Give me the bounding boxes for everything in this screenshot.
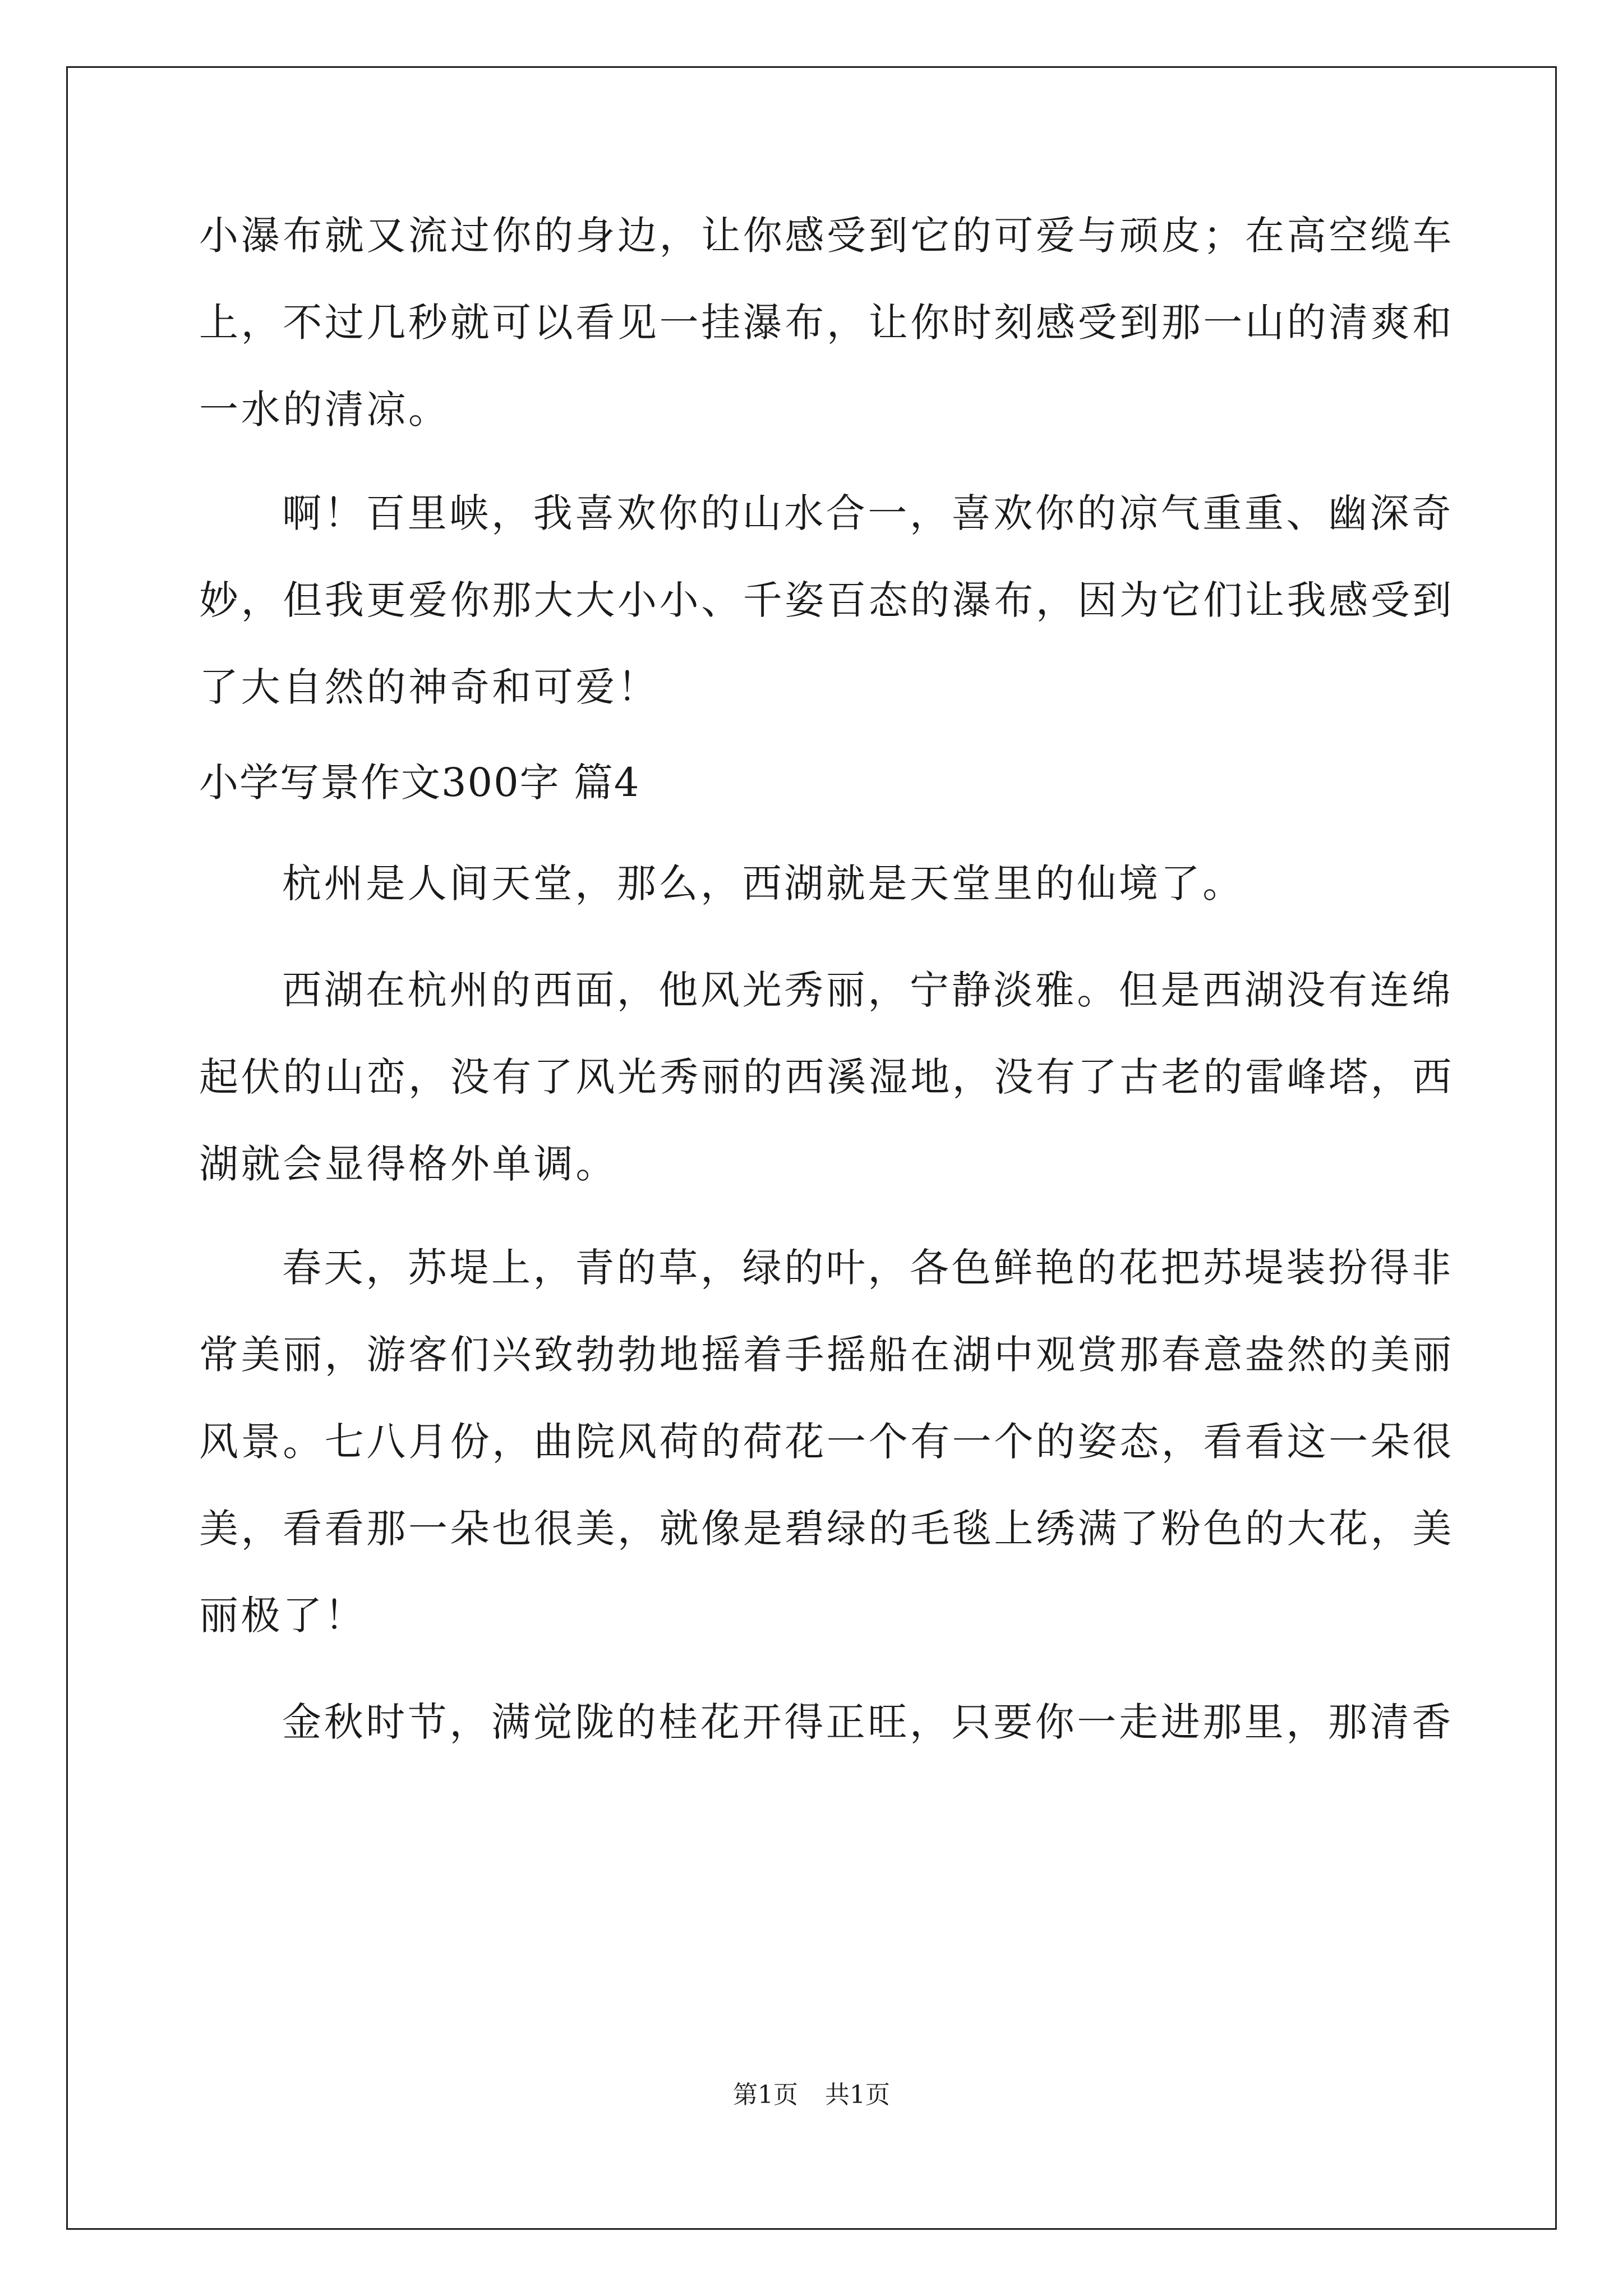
text-line: 杭州是人间天堂，那么，西湖就是天堂里的仙境了。 [282, 861, 1244, 907]
page-total: 共1页 [825, 2081, 890, 2109]
section-heading: 小学写景作文300字 篇4 [199, 760, 640, 806]
text-line: 丽极了！ [199, 1593, 367, 1639]
text-line: 上，不过几秒就可以看见一挂瀑布，让你时刻感受到那一山的清爽和 [199, 300, 1454, 346]
text-line: 小瀑布就又流过你的身边，让你感受到它的可爱与顽皮；在高空缆车 [199, 213, 1454, 259]
text-line: 啊！百里峡，我喜欢你的山水合一，喜欢你的凉气重重、幽深奇 [282, 490, 1454, 536]
text-line: 湖就会显得格外单调。 [199, 1141, 617, 1187]
text-line: 妙，但我更爱你那大大小小、千姿百态的瀑布，因为它们让我感受到 [199, 577, 1454, 623]
text-line: 风景。七八月份，曲院风荷的荷花一个有一个的姿态，看看这一朵很 [199, 1419, 1454, 1465]
text-line: 了大自然的神奇和可爱！ [199, 664, 660, 710]
text-line: 春天，苏堤上，青的草，绿的叶，各色鲜艳的花把苏堤装扮得非 [282, 1245, 1454, 1291]
text-line: 一水的清凉。 [199, 386, 450, 432]
text-line: 西湖在杭州的西面，他风光秀丽，宁静淡雅。但是西湖没有连绵 [282, 967, 1454, 1013]
text-line: 起伏的山峦，没有了风光秀丽的西溪湿地，没有了古老的雷峰塔，西 [199, 1054, 1454, 1100]
text-line: 美，看看那一朵也很美，就像是碧绿的毛毯上绣满了粉色的大花，美 [199, 1506, 1454, 1552]
text-line: 金秋时节，满觉陇的桂花开得正旺，只要你一走进那里，那清香 [282, 1699, 1454, 1745]
page-footer [0, 2078, 1623, 2112]
page-number: 第1页 [733, 2081, 798, 2109]
text-line: 常美丽，游客们兴致勃勃地摇着手摇船在湖中观赏那春意盎然的美丽 [199, 1332, 1454, 1378]
